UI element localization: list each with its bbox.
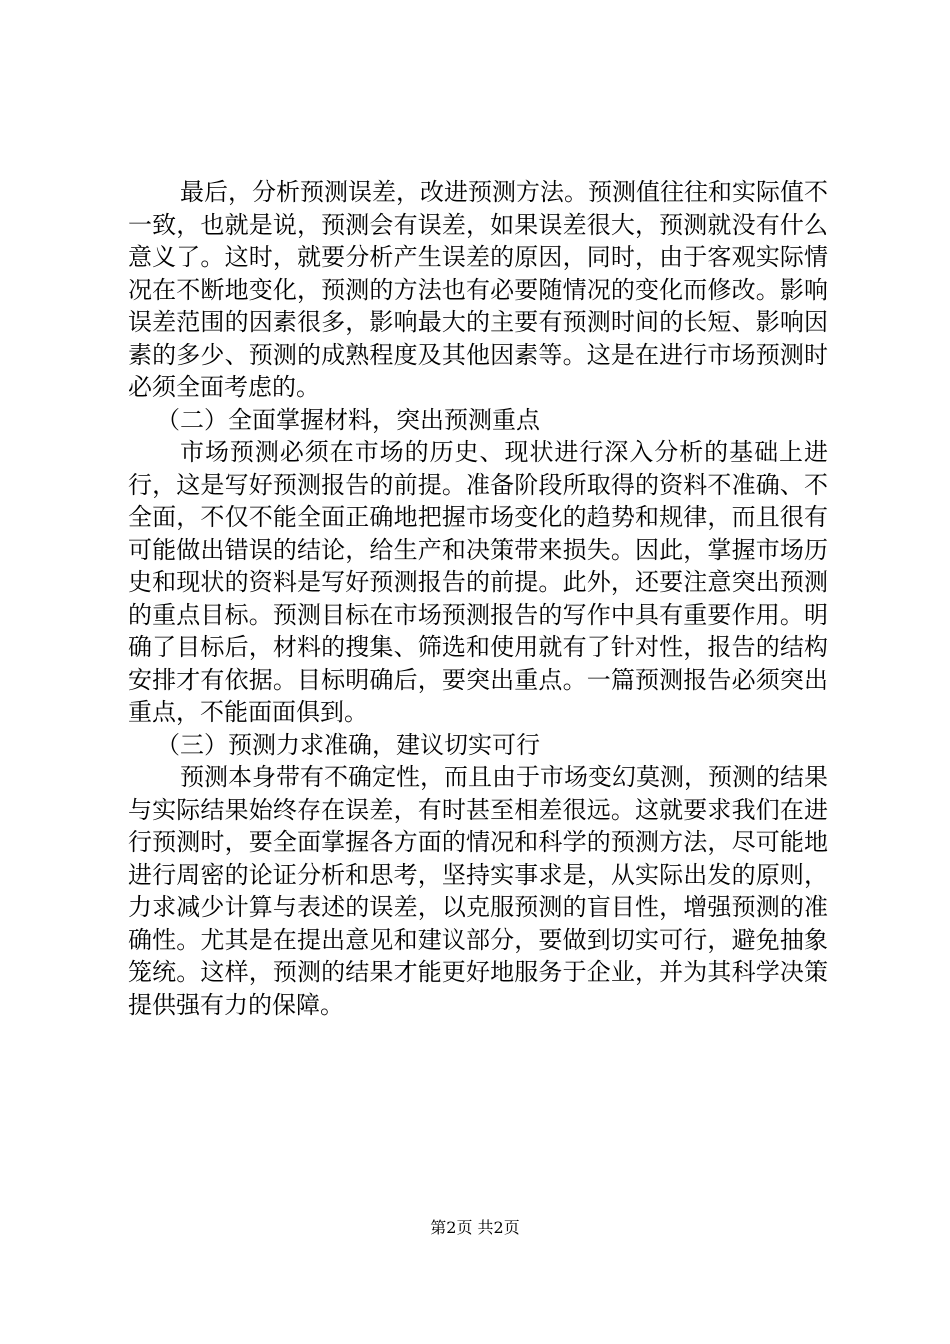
paragraph-materials: 市场预测必须在市场的历史、现状进行深入分析的基础上进行，这是写好预测报告的前提。准备阶段所取得的资料不准确、不全面，不仅不能全面正确地把握市场变化的趋势和规律，而且很有可能做出错误的结论，给生产和决策带来损失。因此，掌握市场历史和现状的资料是写好预测报告的前提。此外，还要注意突出预测的重点目标。预测目标在市场预测报告的写作中具有重要作用。明确了目标后，材料的搜集、筛选和使用就有了针对性，报告的结构安排才有依据。目标明确后，要突出重点。一篇预测报告必须突出重点，不能面面俱到。 xyxy=(128,438,828,726)
page-footer: 第2页 共2页 xyxy=(430,1218,520,1237)
section-heading-2: （二）全面掌握材料，突出预测重点 xyxy=(156,405,540,434)
paragraph-accuracy: 预测本身带有不确定性，而且由于市场变幻莫测，预测的结果与实际结果始终存在误差，有时甚至相差很远。这就要求我们在进行预测时，要全面掌握各方面的情况和科学的预测方法，尽可能地进行周密的论证分析和思考，坚持实事求是，从实际出发的原则，力求减少计算与表述的误差，以克服预测的盲目性，增强预测的准确性。尤其是在提出意见和建议部分，要做到切实可行，避免抽象笼统。这样，预测的结果才能更好地服务于企业，并为其科学决策提供强有力的保障。 xyxy=(128,763,828,1019)
paragraph-error-analysis: 最后，分析预测误差，改进预测方法。预测值往往和实际值不一致，也就是说，预测会有误差，如果误差很大，预测就没有什么意义了。这时，就要分析产生误差的原因，同时，由于客观实际情况在不断地变化，预测的方法也有必要随情况的变化而修改。影响误差范围的因素很多，影响最大的主要有预测时间的长短、影响因素的多少、预测的成熟程度及其他因素等。这是在进行市场预测时必须全面考虑的。 xyxy=(128,178,828,401)
document-body xyxy=(128,176,828,1021)
section-heading-3: （三）预测力求准确，建议切实可行 xyxy=(156,730,540,759)
